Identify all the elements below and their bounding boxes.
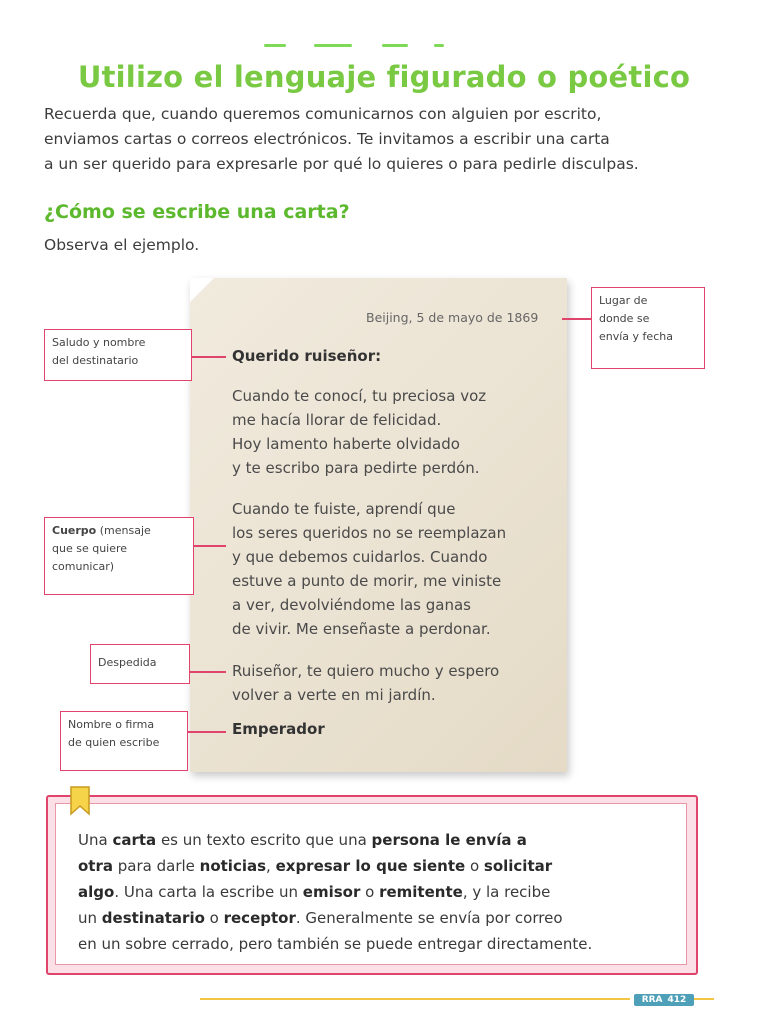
footer-rule-end [694, 998, 714, 1000]
definition-line [78, 905, 592, 931]
callout-lugar-fecha [591, 287, 705, 369]
connector-line [188, 731, 226, 733]
definition-bold-term: noticias [199, 857, 267, 875]
callout-line: comunicar) [52, 560, 115, 573]
definition-text [78, 827, 592, 957]
callout-bold-term: Cuerpo [52, 524, 97, 537]
letter-line: los seres queridos no se reemplazan [232, 524, 507, 542]
badge-label: RRA [641, 995, 663, 1005]
letter-line: Ruiseñor, te quiero mucho y espero [232, 662, 500, 680]
callout-nombre-firma [60, 711, 188, 771]
definition-text-segment: en un sobre cerrado, pero también se puede entregar directamente. [78, 935, 593, 953]
letter-closing [232, 659, 499, 707]
letter-line: volver a verte en mi jardín. [232, 686, 436, 704]
callout-line: del destinatario [52, 354, 139, 367]
definition-bold-term: persona le envía a [371, 831, 527, 849]
definition-bold-term: receptor [223, 909, 296, 927]
letter-line: estuve a punto de morir, me viniste [232, 572, 502, 590]
callout-line: Saludo y nombre [52, 336, 146, 349]
definition-line [78, 827, 592, 853]
definition-text-segment: . Una carta la escribe un [114, 883, 303, 901]
letter-paragraph-1 [232, 384, 486, 480]
letter-paragraph-2 [232, 497, 506, 641]
definition-text-segment: o [204, 909, 224, 927]
definition-bold-term: emisor [302, 883, 361, 901]
page-number-badge [634, 994, 694, 1006]
letter-line: Hoy lamento haberte olvidado [232, 435, 460, 453]
definition-text-segment: para darle [113, 857, 200, 875]
callout-line: donde se [599, 312, 650, 325]
definition-text-segment: Una [78, 831, 113, 849]
intro-line: Recuerda que, cuando queremos comunicarnos con alguien por escrito, [44, 105, 602, 123]
letter-line: a ver, devolviéndome las ganas [232, 596, 471, 614]
callout-cuerpo [44, 517, 194, 595]
letter-line: y te escribo para pedirte perdón. [232, 459, 480, 477]
footer-rule [200, 998, 630, 1000]
definition-text-segment: o [465, 857, 484, 875]
callout-line: de quien escribe [68, 736, 160, 749]
callout-line: Nombre o firma [68, 718, 155, 731]
instruction-text: Observa el ejemplo. [44, 236, 200, 254]
letter-line: Cuando te conocí, tu preciosa voz [232, 387, 487, 405]
connector-line [562, 318, 591, 320]
definition-line [78, 879, 592, 905]
callout-text: (mensaje [96, 524, 151, 537]
section-subtitle: ¿Cómo se escribe una carta? [44, 201, 350, 223]
definition-bold-term: destinatario [101, 909, 205, 927]
callout-line: Lugar de [599, 294, 648, 307]
definition-text-segment: o [360, 883, 380, 901]
definition-text-segment: es un texto escrito que una [156, 831, 372, 849]
definition-text-segment: un [78, 909, 102, 927]
definition-bold-term: expresar lo que siente [275, 857, 466, 875]
letter-line: Cuando te fuiste, aprendí que [232, 500, 456, 518]
definition-bold-term: carta [112, 831, 157, 849]
callout-line [52, 522, 186, 540]
definition-bold-term: remitente [379, 883, 463, 901]
definition-text-segment: , [266, 857, 276, 875]
letter-line: y que debemos cuidarlos. Cuando [232, 548, 488, 566]
intro-line: enviamos cartas o correos electrónicos. Te invitamos a escribir una carta [44, 130, 610, 148]
callout-saludo [44, 329, 192, 381]
definition-line [78, 931, 592, 957]
letter-folded-corner [190, 278, 214, 302]
page-title: Utilizo el lenguaje figurado o poético [77, 60, 691, 94]
connector-line [190, 671, 226, 673]
definition-bold-term: solicitar [483, 857, 553, 875]
connector-line [192, 356, 226, 358]
letter-line: de vivir. Me enseñaste a perdonar. [232, 620, 491, 638]
definition-text-segment: , y la recibe [462, 883, 551, 901]
intro-line: a un ser querido para expresarle por qué lo quieres o para pedirle disculpas. [44, 155, 639, 173]
letter-signature: Emperador [232, 720, 325, 738]
callout-despedida [90, 644, 190, 684]
callout-line: que se quiere [52, 542, 128, 555]
intro-text [44, 102, 744, 177]
letter-greeting: Querido ruiseñor: [232, 347, 382, 365]
definition-bold-term: algo [78, 883, 115, 901]
page-number: 412 [667, 995, 687, 1005]
definition-bold-term: otra [78, 857, 113, 875]
definition-line [78, 853, 592, 879]
callout-line: envía y fecha [599, 330, 673, 343]
letter-line: me hacía llorar de felicidad. [232, 411, 442, 429]
top-decoration [264, 44, 444, 48]
letter-date-place: Beijing, 5 de mayo de 1869 [366, 310, 539, 325]
connector-line [194, 545, 226, 547]
definition-text-segment: . Generalmente se envía por correo [295, 909, 563, 927]
callout-line: Despedida [98, 656, 157, 669]
bookmark-icon [68, 786, 92, 816]
